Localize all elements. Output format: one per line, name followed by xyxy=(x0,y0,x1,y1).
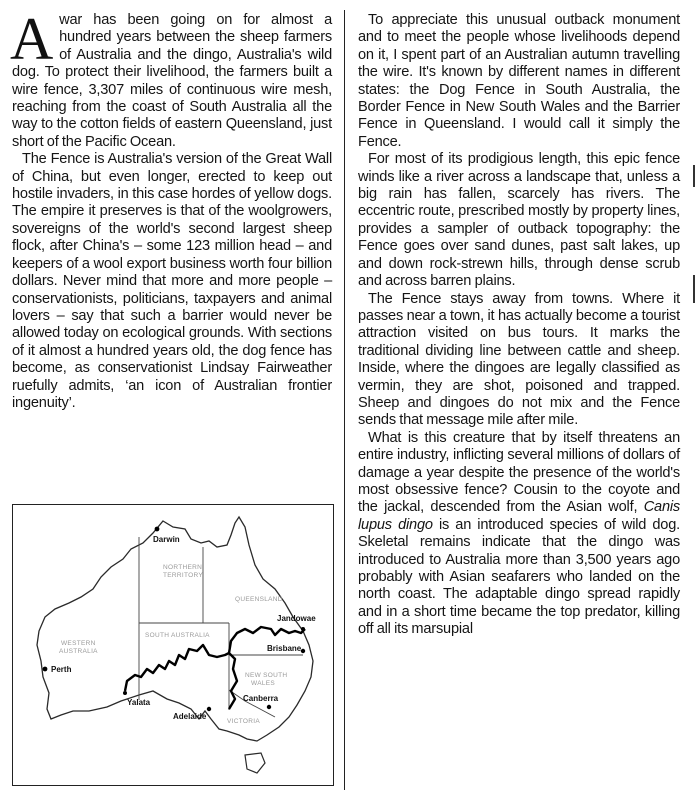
scan-edge-mark xyxy=(693,275,695,303)
left-column xyxy=(10,6,332,412)
article-paragraph-2: The Fence is Australia's version of the Great Wall of China, but even longer, erected to keep out hostile invaders, in this case hordes of yellow dogs. The empire it preserves is that of the woolgrowers, sovereigns of the world's second largest sheep flock, after China's – some 123 million head – and keepers of a wool export business worth four billion dollars. Never mind that more and more people – conservationists, politicians, taxpayers and animal lovers – say that such a barrier would never be allowed today on ecological grounds. With sections of it almost a hundred years old, the dog fence has become, as conservationist Lindsay Fairweather ruefully admits, ‘an icon of Australian frontier ingenuity’. xyxy=(12,151,332,411)
darwin-dot xyxy=(155,527,160,532)
adelaide-dot xyxy=(207,707,211,711)
species-name: Canis lupus dingo xyxy=(358,499,680,533)
label-darwin: Darwin xyxy=(153,535,180,544)
paragraph-1-text: war has been going on for almost a hundred years between the sheep farmers of Australia and the dingo, Australia's wild dog. To protect their livelihood, the farmers built a wire fence, 3,307 miles of continuous wire mesh, reaching from the coast of South Australia all the way to the cotton fields of eastern Queensland, just short of the Pacific Ocean. xyxy=(12,12,332,150)
article-paragraph-5: The Fence stays away from towns. Where it passes near a town, it has actually become a tourist attraction visited on bus tours. It marks the traditional dividing line between cattle and sheep. Inside, where the dingoes are legally classified as vermin, they are shot, poisoned and trapped. Sheep and dingoes do not mix and the Fence sends that message mile after mile. xyxy=(358,290,680,429)
brisbane-dot xyxy=(301,649,305,653)
australia-map-graphic xyxy=(13,505,333,785)
label-brisbane: Brisbane xyxy=(267,644,302,653)
article-paragraph-4: For most of its prodigious length, this epic fence winds like a river across a landscape that, unless a big rain has fallen, scarcely has rivers. The eccentric route, prescribed mostly by property lines, provides a sampler of outback topography: the Fence goes over sand dunes, past salt lakes, up and down rock-strewn hills, through dense scrub and across barren plains. xyxy=(358,151,680,290)
right-column xyxy=(358,12,680,639)
paragraph-6-text-a: What is this creature that by itself threatens an entire industry, inflicting several millions of dollars of damage a year despite the presence of the world's most obsessive fence? Cousin to the coyote and the jackal, descended from the Asian wolf, xyxy=(358,429,680,516)
dog-fence-map xyxy=(12,504,334,786)
jandowae-dot xyxy=(301,627,305,631)
label-qld: QUEENSLAND xyxy=(235,596,283,603)
label-vic: VICTORIA xyxy=(227,718,260,725)
label-jandowae: Jandowae xyxy=(277,614,316,623)
tasmania-outline xyxy=(245,753,265,773)
yalata-dot xyxy=(123,691,127,695)
paragraph-6-text-b: is an introduced species of wild dog. Skeletal remains indicate that the dingo was introduced to Australia more than 3,500 years ago probably with Asian seafarers who landed on the north coast. The adaptable dingo spread rapidly and in a short time became the top predator, killing off all its marsupial xyxy=(358,516,680,638)
label-nt-2: TERRITORY xyxy=(163,572,204,579)
label-perth: Perth xyxy=(51,665,72,674)
drop-cap: A xyxy=(10,6,54,72)
label-nsw-1: NEW SOUTH xyxy=(245,672,288,679)
label-wa-1: WESTERN xyxy=(61,640,96,647)
article-paragraph-3: To appreciate this unusual outback monument and to meet the people whose livelihoods depend on it, I spent part of an Australian autumn travelling the wire. It's known by different names in different states: the Dog Fence in South Australia, the Border Fence in New South Wales and the Barrier Fence in Queensland. I would call it simply the Fence. xyxy=(358,12,680,150)
label-adelaide: Adelaide xyxy=(173,712,207,721)
label-nsw-2: WALES xyxy=(251,680,276,687)
label-nt-1: NORTHERN xyxy=(163,564,203,571)
canberra-dot xyxy=(267,705,271,709)
label-yalata: Yalata xyxy=(127,698,151,707)
scan-edge-mark xyxy=(693,165,695,187)
perth-dot xyxy=(43,667,48,672)
label-wa-2: AUSTRALIA xyxy=(59,648,98,655)
label-sa: SOUTH AUSTRALIA xyxy=(145,632,210,639)
column-divider xyxy=(344,10,345,790)
label-canberra: Canberra xyxy=(243,694,279,703)
article-paragraph-1 xyxy=(10,6,332,151)
city-brisbane xyxy=(267,644,305,653)
article-paragraph-6 xyxy=(358,430,680,639)
